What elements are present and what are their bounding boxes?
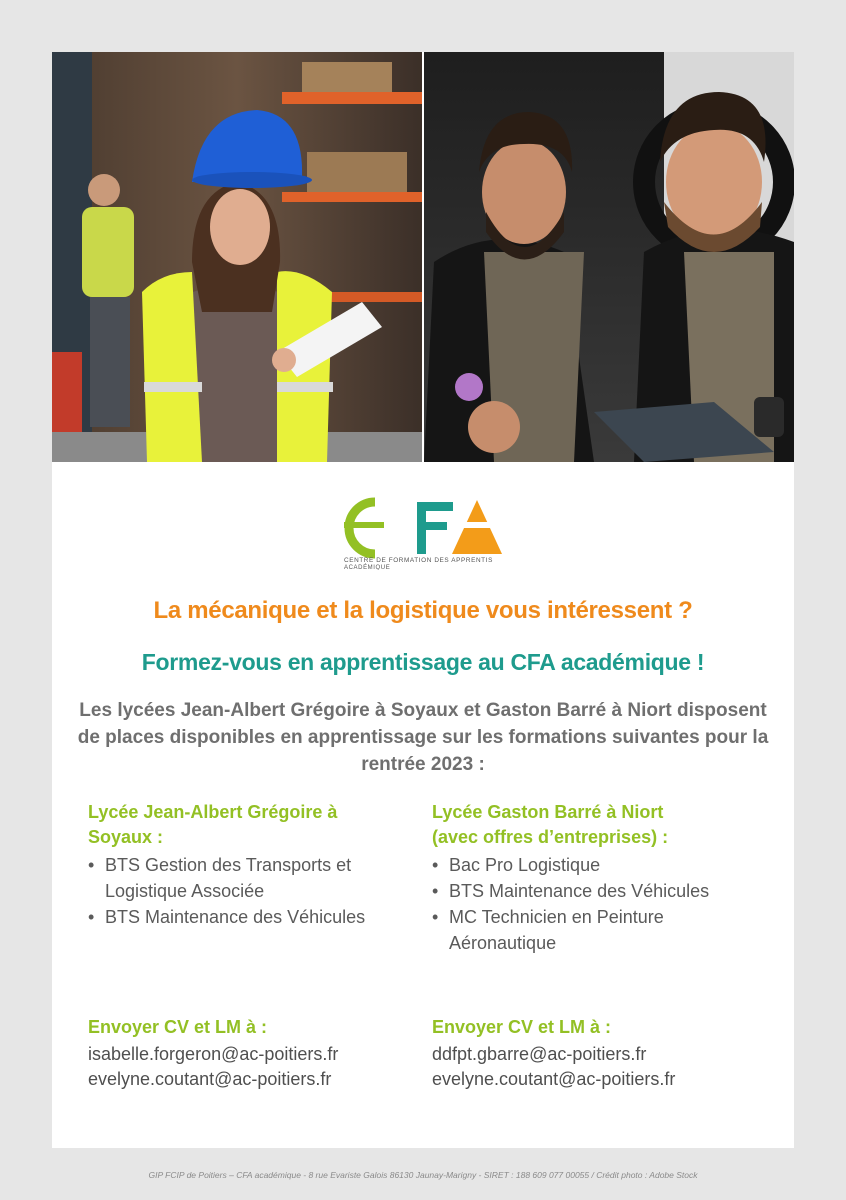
course-item: • BTS Gestion des Transports et Logistique Associée bbox=[88, 852, 408, 904]
warehouse-worker-photo bbox=[52, 52, 422, 462]
cfa-logo-subtag: ACADÉMIQUE bbox=[344, 565, 391, 570]
mechanics-photo bbox=[424, 52, 794, 462]
course-item: • BTS Maintenance des Véhicules bbox=[432, 878, 772, 904]
footer-credits: GIP FCIP de Poitiers – CFA académique - 8 rue Evariste Galois 86130 Jaunay-Marigny - SIRET : 188 609 077 00055 / Crédit photo : Adobe Stock bbox=[148, 1170, 698, 1180]
header-photos bbox=[52, 52, 794, 462]
school-name-line2: (avec offres d’entreprises) : bbox=[432, 827, 669, 847]
subheadline: Formez-vous en apprentissage au CFA académique ! bbox=[141, 649, 705, 675]
school-column-soyaux bbox=[88, 800, 408, 930]
email-link[interactable]: isabelle.forgeron@ac-poitiers.fr bbox=[88, 1044, 339, 1064]
school-name bbox=[88, 800, 408, 850]
flyer-card bbox=[52, 52, 794, 1148]
contact-soyaux bbox=[88, 1014, 338, 1092]
course-item: • Bac Pro Logistique bbox=[432, 852, 772, 878]
course-item: • MC Technicien en Peinture Aéronautique bbox=[432, 904, 772, 956]
email-link[interactable]: evelyne.coutant@ac-poitiers.fr bbox=[432, 1069, 676, 1089]
email-link[interactable]: ddfpt.gbarre@ac-poitiers.fr bbox=[432, 1044, 647, 1064]
contact-label: Envoyer CV et LM à : bbox=[432, 1017, 612, 1037]
school-name-line2: Soyaux : bbox=[88, 827, 164, 847]
school-name-line1: Lycée Jean-Albert Grégoire à bbox=[88, 802, 338, 822]
contact-label: Envoyer CV et LM à : bbox=[88, 1017, 268, 1037]
cfa-logo bbox=[342, 492, 512, 570]
course-item: • BTS Maintenance des Véhicules bbox=[88, 904, 408, 930]
cfa-logo-tagline: CENTRE DE FORMATION DES APPRENTIS bbox=[344, 557, 493, 564]
school-name bbox=[432, 800, 772, 850]
course-list bbox=[88, 852, 408, 930]
school-name-line1: Lycée Gaston Barré à Niort bbox=[432, 802, 664, 822]
headline: La mécanique et la logistique vous intéressent ? bbox=[153, 597, 693, 624]
intro-text: Les lycées Jean-Albert Grégoire à Soyaux et Gaston Barré à Niort disposent de places disponibles en apprentissage sur les formations suivantes pour la rentrée 2023 : bbox=[77, 700, 769, 775]
email-link[interactable]: evelyne.coutant@ac-poitiers.fr bbox=[88, 1069, 332, 1089]
course-list bbox=[432, 852, 772, 956]
school-column-niort bbox=[432, 800, 772, 956]
contact-niort bbox=[432, 1014, 675, 1092]
